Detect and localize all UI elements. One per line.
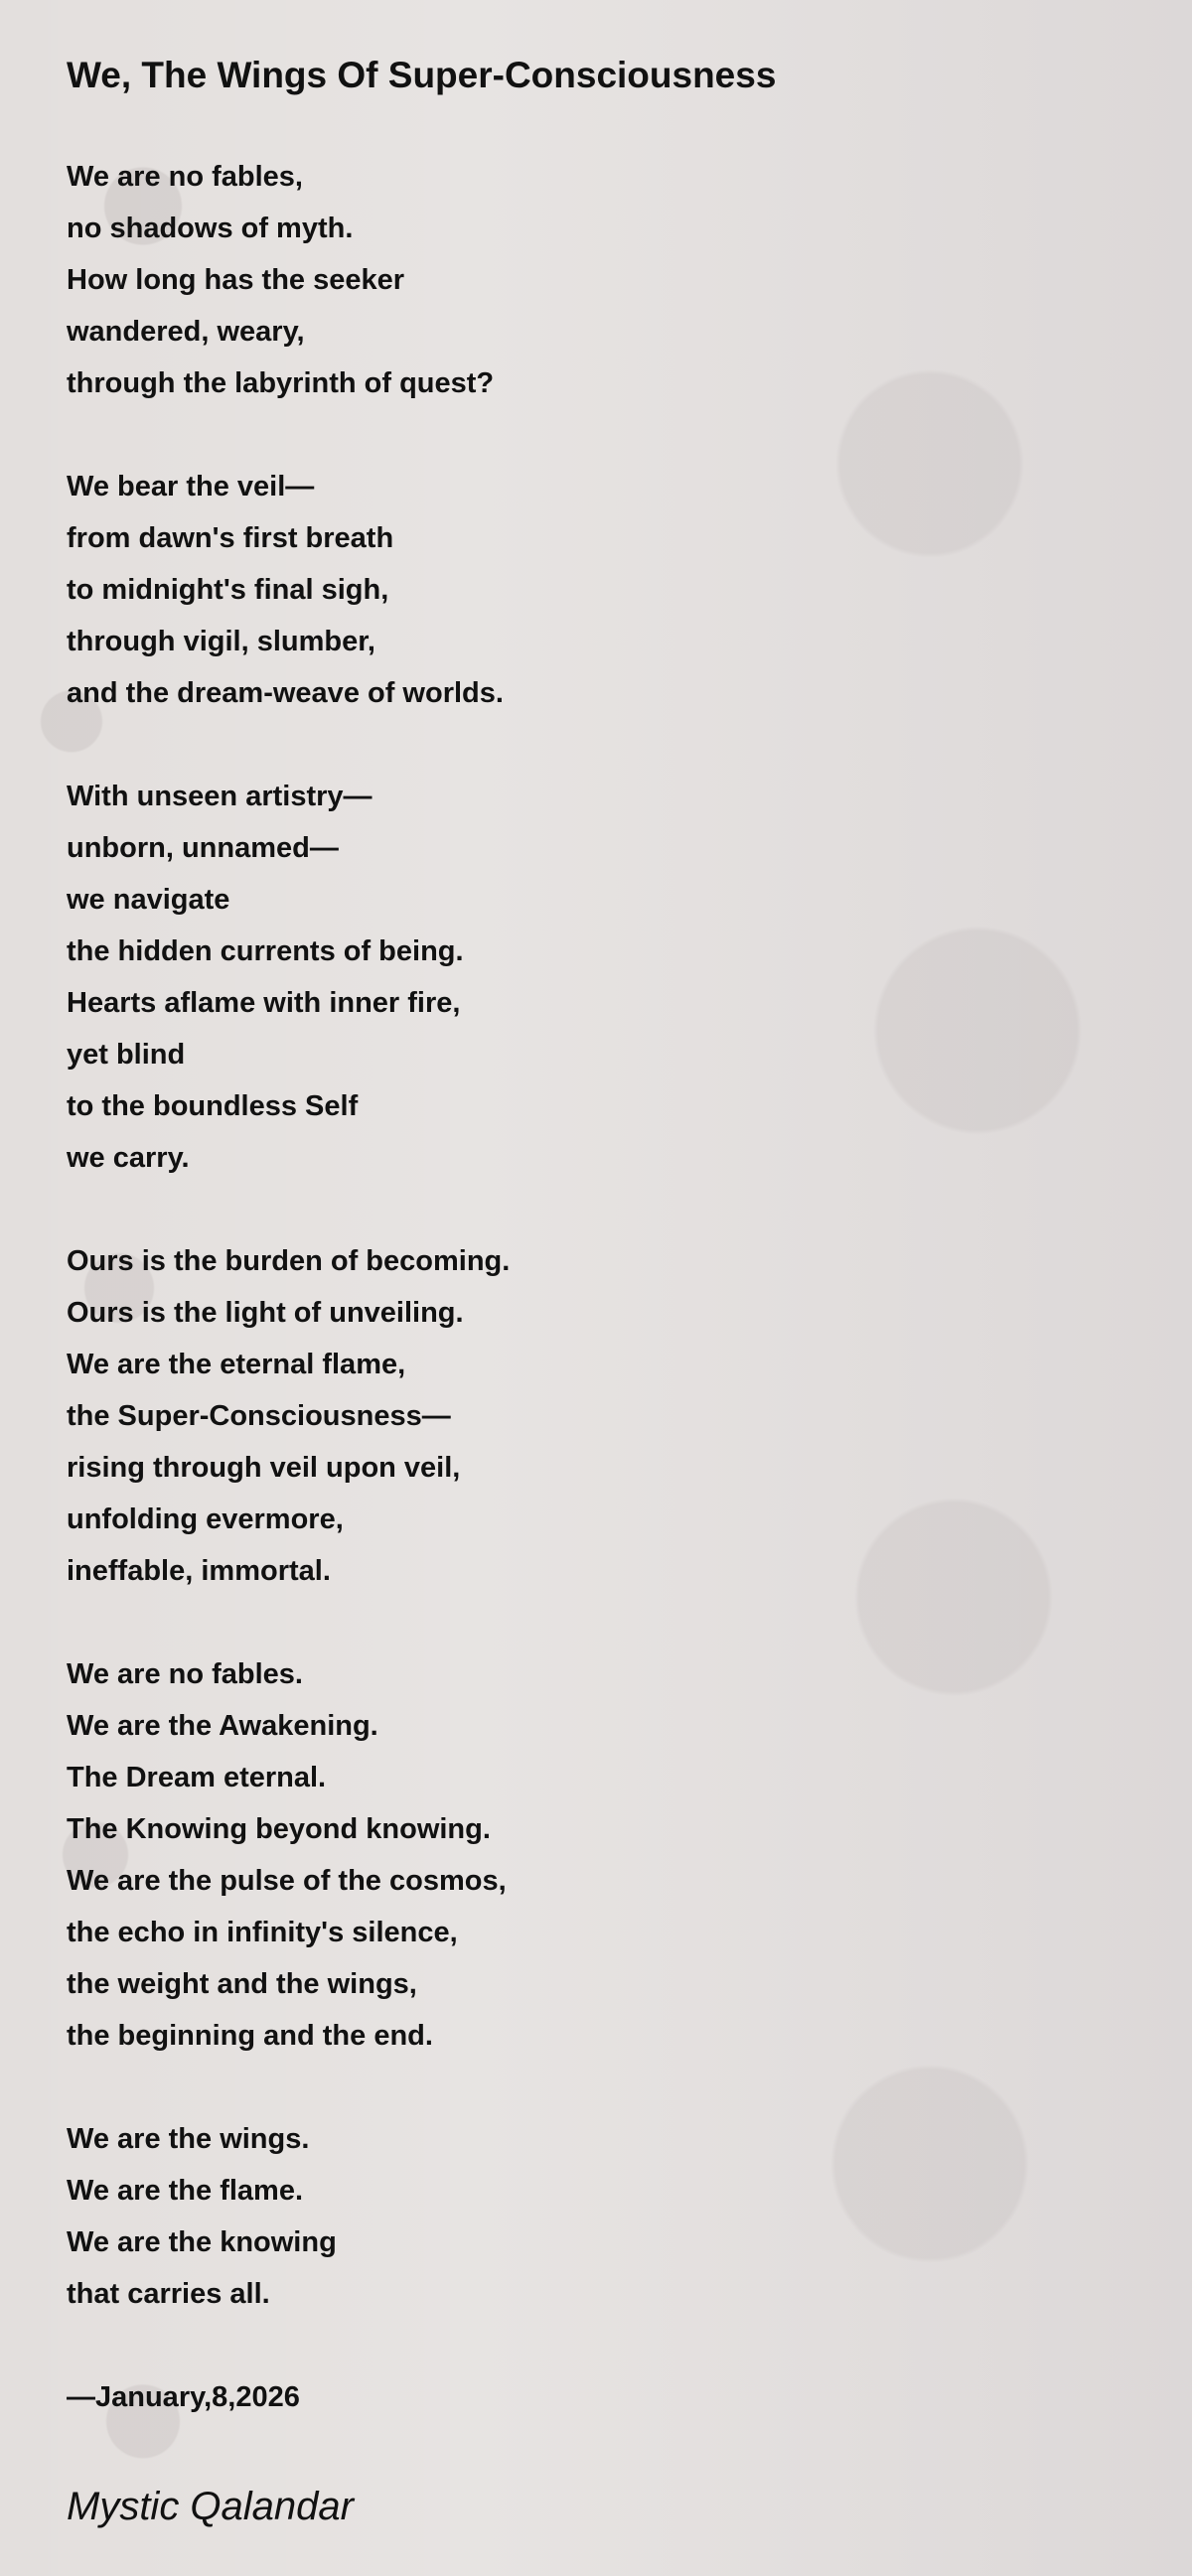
poem-line: the Super-Consciousness— bbox=[67, 1400, 451, 1432]
poem-line: Ours is the light of unveiling. bbox=[67, 1297, 464, 1329]
poem-author: Mystic Qalandar bbox=[67, 2485, 354, 2528]
poem-line: The Dream eternal. bbox=[67, 1762, 327, 1793]
poem-stanza bbox=[67, 1648, 1119, 2062]
poem-line: We are the knowing bbox=[67, 2226, 337, 2258]
poem-line: the hidden currents of being. bbox=[67, 935, 464, 967]
poem-stanza bbox=[67, 461, 1119, 719]
poem-line: wandered, weary, bbox=[67, 316, 305, 348]
poem-line: yet blind bbox=[67, 1039, 186, 1071]
poem-line: With unseen artistry— bbox=[67, 781, 372, 812]
poem-line: the weight and the wings, bbox=[67, 1968, 417, 2000]
poem-line: We are the flame. bbox=[67, 2175, 304, 2207]
poem-line: from dawn's first breath bbox=[67, 522, 394, 554]
poem-stanza bbox=[67, 2113, 1119, 2320]
poem-line: We are no fables, bbox=[67, 161, 303, 193]
poem-stanza bbox=[67, 151, 1119, 409]
poem-line: Ours is the burden of becoming. bbox=[67, 1245, 511, 1277]
poem-stanza bbox=[67, 771, 1119, 1184]
poem-line: We are the eternal flame, bbox=[67, 1349, 406, 1380]
poem-line: Hearts aflame with inner fire, bbox=[67, 987, 461, 1019]
poem-line: to midnight's final sigh, bbox=[67, 574, 389, 606]
poem-line: the echo in infinity's silence, bbox=[67, 1917, 458, 1948]
poem-line: How long has the seeker bbox=[67, 264, 405, 296]
poem-line: We are no fables. bbox=[67, 1658, 303, 1690]
poem-date: —January,8,2026 bbox=[67, 2381, 300, 2413]
poem-line: We are the Awakening. bbox=[67, 1710, 378, 1742]
poem-line: rising through veil upon veil, bbox=[67, 1452, 461, 1484]
poem-line: We are the wings. bbox=[67, 2123, 310, 2155]
poem-line: We are the pulse of the cosmos, bbox=[67, 1865, 507, 1897]
poem-line: through vigil, slumber, bbox=[67, 626, 375, 657]
poem-line: The Knowing beyond knowing. bbox=[67, 1813, 491, 1845]
poem-body bbox=[67, 151, 1119, 2320]
poem-line: we carry. bbox=[67, 1142, 190, 1174]
poem-line: through the labyrinth of quest? bbox=[67, 367, 495, 399]
poem-line: the beginning and the end. bbox=[67, 2020, 433, 2052]
poem-line: that carries all. bbox=[67, 2278, 270, 2310]
poem-line: We bear the veil— bbox=[67, 471, 315, 502]
poem-line: to the boundless Self bbox=[67, 1090, 359, 1122]
poem-line: unborn, unnamed— bbox=[67, 832, 339, 864]
poem-page bbox=[67, 50, 1119, 2532]
poem-title: We, The Wings Of Super-Consciousness bbox=[67, 55, 777, 95]
poem-line: unfolding evermore, bbox=[67, 1503, 344, 1535]
poem-line: no shadows of myth. bbox=[67, 213, 354, 244]
poem-line: we navigate bbox=[67, 884, 230, 916]
poem-stanza bbox=[67, 1235, 1119, 1597]
poem-line: ineffable, immortal. bbox=[67, 1555, 331, 1587]
poem-line: and the dream-weave of worlds. bbox=[67, 677, 504, 709]
